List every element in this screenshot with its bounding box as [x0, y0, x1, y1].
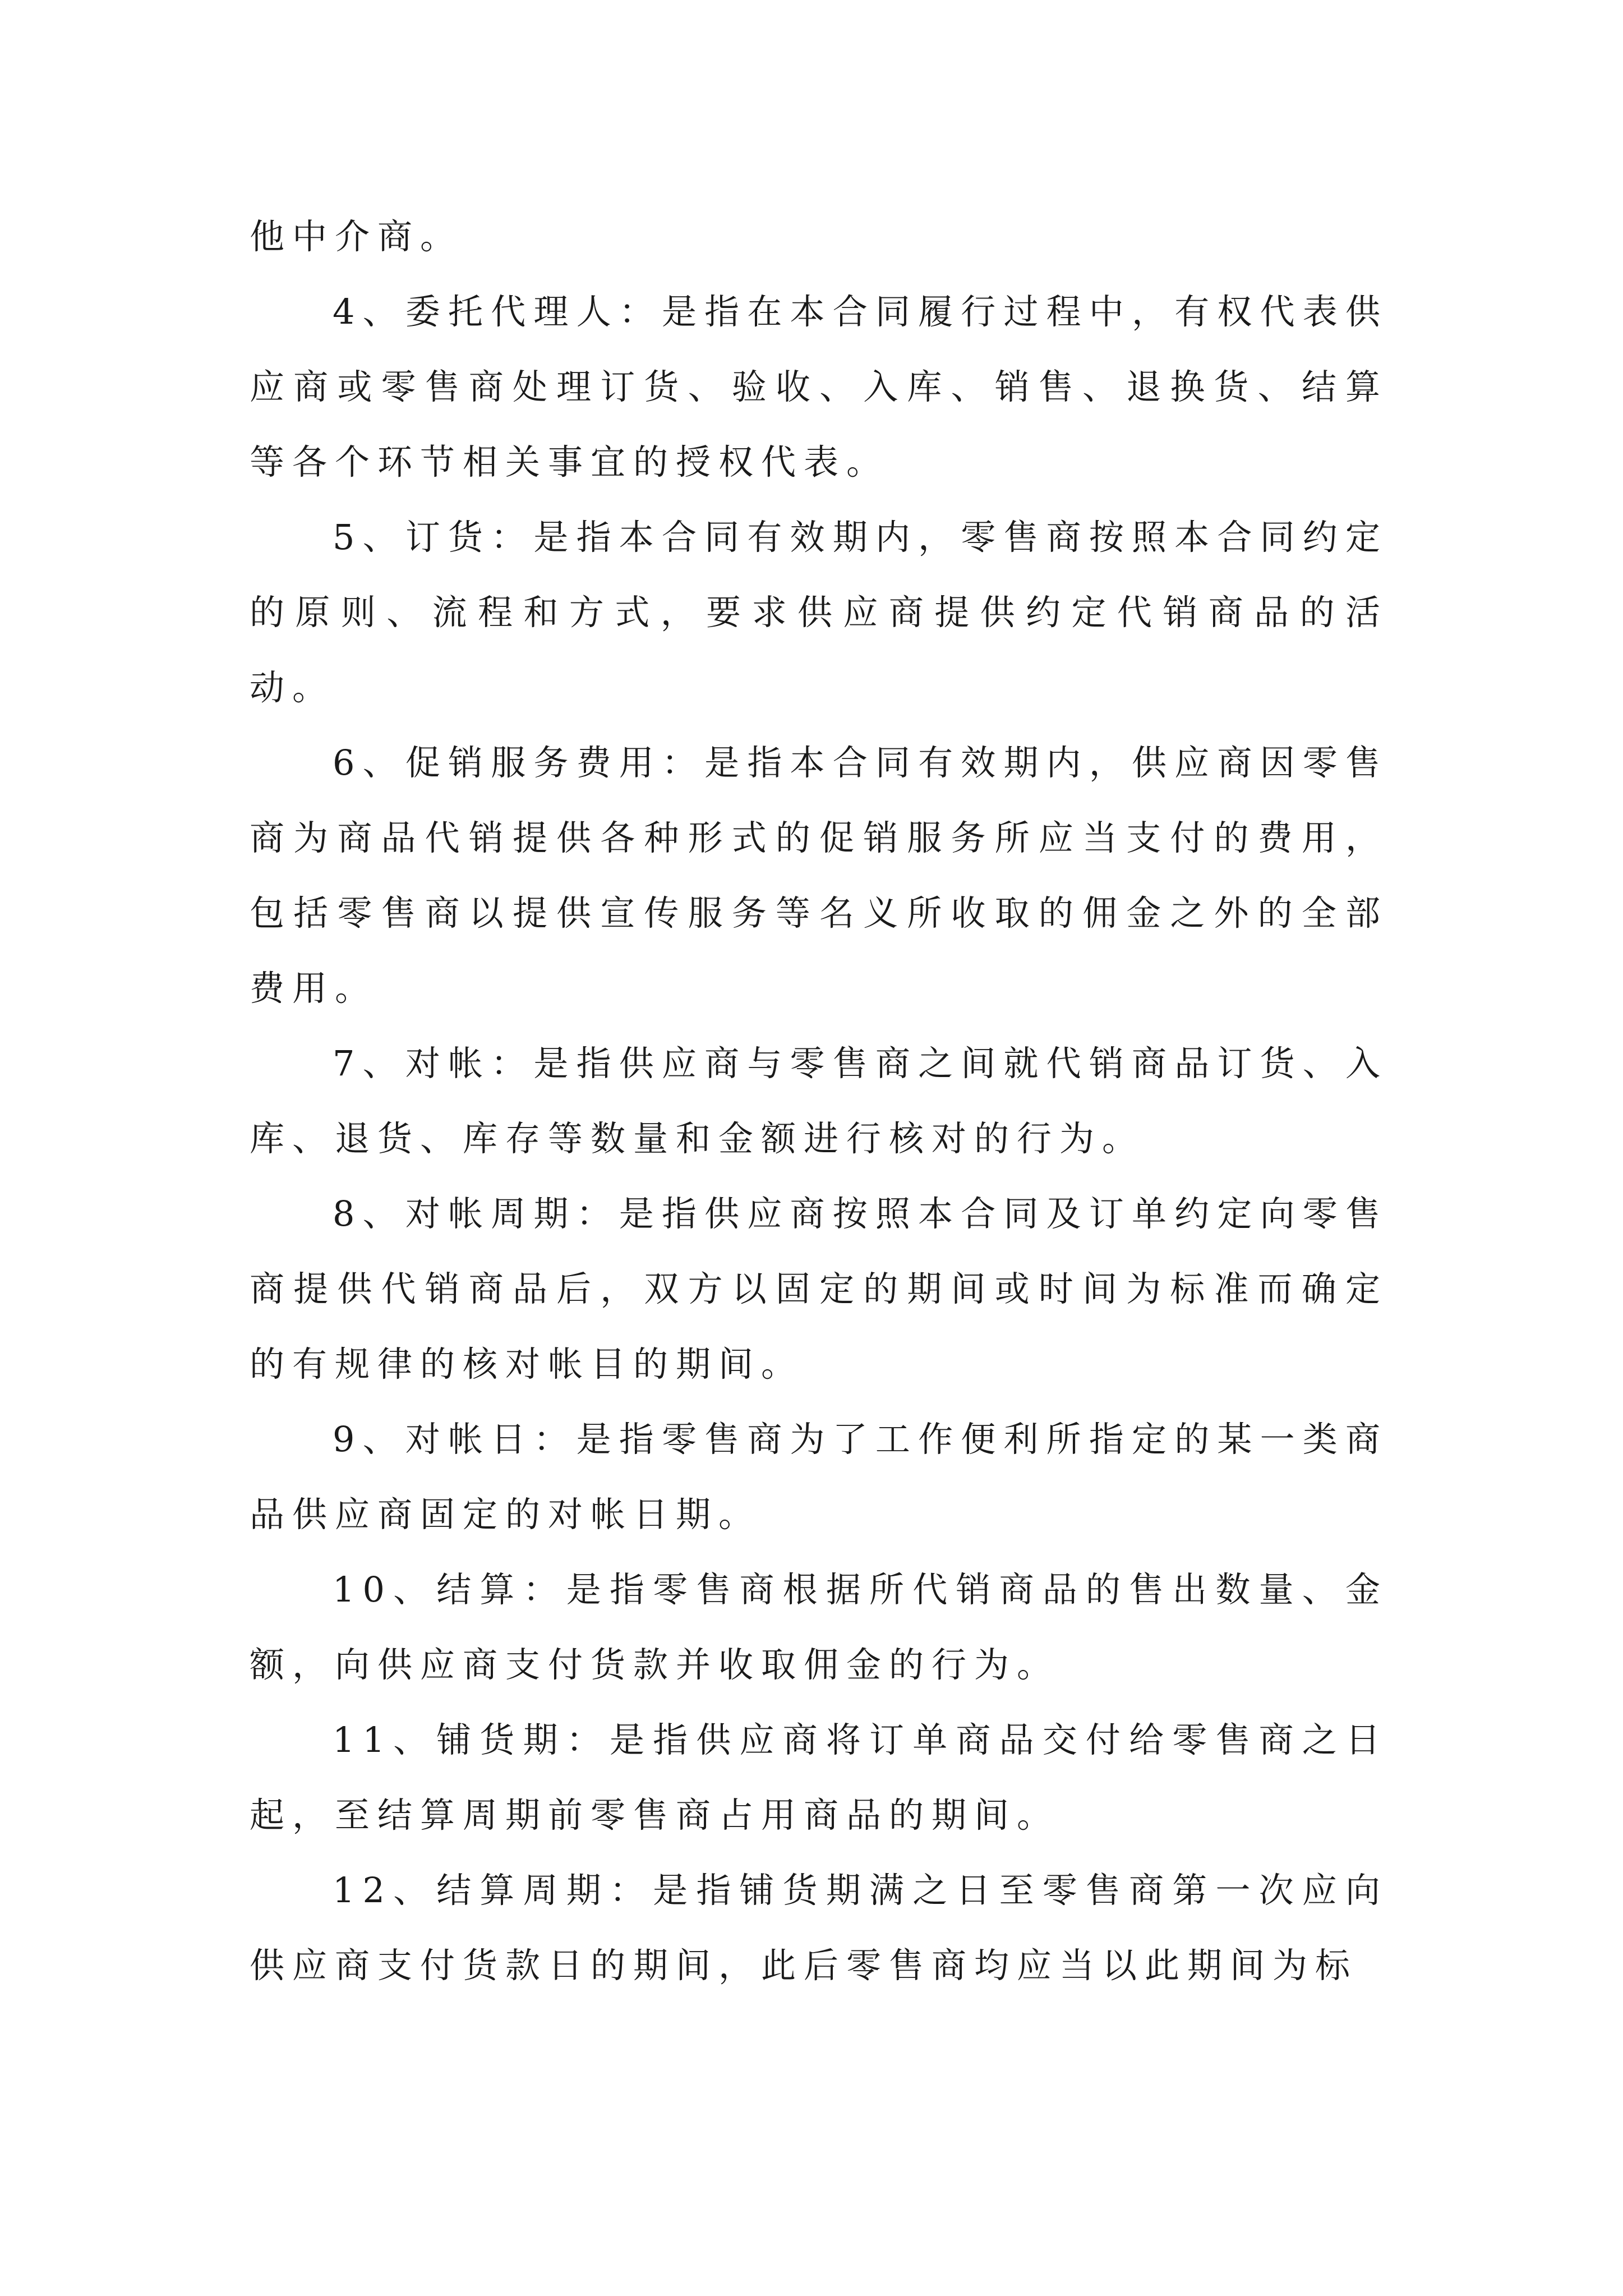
paragraph-definition-7: 7、对帐：是指供应商与零售商之间就代销商品订货、入库、退货、库存等数量和金额进行核对的行为。	[250, 1043, 1388, 1159]
paragraph-definition-4: 4、委托代理人：是指在本合同履行过程中，有权代表供应商或零售商处理订货、验收、入库、销售、退换货、结算等各个环节相关事宜的授权代表。	[250, 291, 1388, 482]
paragraph-definition-12: 12、结算周期：是指铺货期满之日至零售商第一次应向供应商支付货款日的期间，此后零售商均应当以此期间为标	[250, 1870, 1388, 1986]
paragraph-definition-8: 8、对帐周期：是指供应商按照本合同及订单约定向零售商提供代销商品后，双方以固定的期间或时间为标准而确定的有规律的核对帐目的期间。	[250, 1193, 1388, 1384]
paragraph-definition-10: 10、结算：是指零售商根据所代销商品的售出数量、金额，向供应商支付货款并收取佣金的行为。	[250, 1569, 1388, 1685]
paragraph-definition-5: 5、订货：是指本合同有效期内，零售商按照本合同约定的原则、流程和方式，要求供应商提供约定代销商品的活动。	[250, 517, 1388, 708]
paragraph-definition-11: 11、铺货期：是指供应商将订单商品交付给零售商之日起，至结算周期前零售商占用商品的期间。	[250, 1719, 1388, 1835]
paragraph-continuation: 他中介商。	[250, 216, 463, 257]
paragraph-definition-9: 9、对帐日：是指零售商为了工作便利所指定的某一类商品供应商固定的对帐日期。	[250, 1419, 1388, 1535]
document-body	[250, 199, 1388, 2003]
paragraph-definition-6: 6、促销服务费用：是指本合同有效期内，供应商因零售商为商品代销提供各种形式的促销服务所应当支付的费用，包括零售商以提供宣传服务等名义所收取的佣金之外的全部费用。	[250, 742, 1388, 1009]
